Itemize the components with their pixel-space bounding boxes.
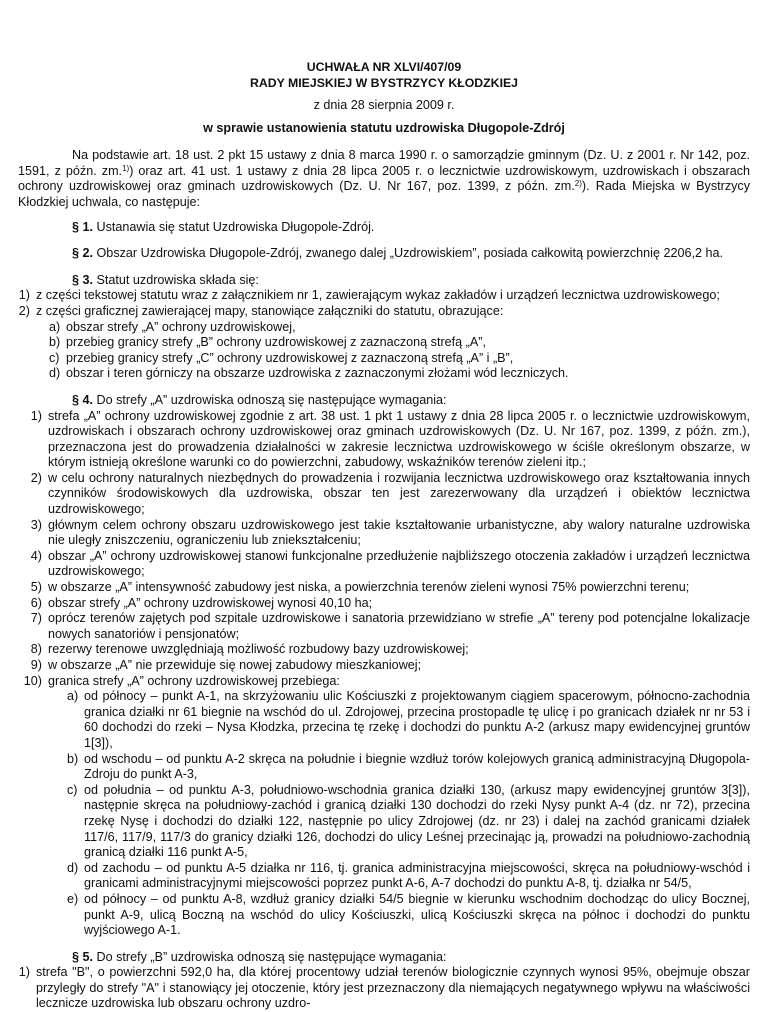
subitem-letter: c): [49, 350, 60, 365]
section-4-lead: [18, 393, 750, 409]
document-date: z dnia 28 sierpnia 2009 r.: [313, 98, 455, 112]
subitem-letter: e): [67, 891, 79, 906]
section-2-text: Obszar Uzdrowiska Długopole-Zdrój, zwanego dalej „Uzdrowiskiem”, posiada całkowitą powierzchnię 2206,2 ha.: [96, 246, 723, 261]
item-text: głównym celem ochrony obszaru uzdrowiskowego jest takie kształtowanie urbanistyczne, aby walory naturalne uzdrowiska nie uległy zniszczeniu, ograniczeniu lub zniekształceniu;: [48, 517, 750, 548]
section-3-subitem: [18, 366, 750, 382]
item-text: obszar „A” ochrony uzdrowiskowej stanowi funkcjonalne przedłużenie najbliższego otoczenia zakładów i urządzeń lecznictwa uzdrowiskowego;: [48, 548, 750, 579]
item-text: granica strefy „A” ochrony uzdrowiskowej przebiega:: [48, 673, 340, 688]
section-4-item: [18, 580, 750, 596]
section-5-lead: [18, 950, 750, 966]
preamble-part-1: Na podstawie art. 18 ust. 2 pkt 15 ustawy z dnia 8 marca 1990 r. o samorządzie gminnym (Dz. U. z 2001 r. Nr 142, poz. 1591, z późn. zm.: [18, 148, 750, 178]
item-text: rezerwy terenowe uwzględniają możliwość rozbudowy bazy uzdrowiskowej;: [48, 642, 469, 657]
preamble: [18, 148, 750, 210]
item-text: oprócz terenów zajętych pod szpitale uzdrowiskowe i sanatoria przewidziano w strefie „A” tereny pod potencjalne lokalizacje nowych sanatoriów i pensjonatów;: [48, 611, 750, 641]
item-number: 10): [23, 673, 42, 688]
section-5-text: Do strefy „B” uzdrowiska odnoszą się następujące wymagania:: [96, 949, 447, 964]
section-4-text: Do strefy „A” uzdrowiska odnoszą się następujące wymagania:: [96, 392, 447, 407]
document-title: [18, 60, 750, 91]
footnote-ref-1: 1): [122, 163, 130, 173]
section-4-item: [18, 658, 750, 674]
item-text: obszar strefy „A” ochrony uzdrowiskowej wynosi 40,10 ha;: [48, 595, 373, 610]
subitem-letter: a): [49, 319, 61, 334]
item-number: 3): [30, 517, 42, 532]
footnote-ref-2: 2): [574, 179, 582, 189]
section-3-label: § 3.: [72, 272, 94, 287]
item-number: 8): [30, 642, 42, 657]
preamble-part-3: ). Rada Miejska w Bystrzycy Kłodzkiej uchwala, co następuje:: [18, 179, 751, 209]
item-number: 2): [30, 470, 42, 485]
subitem-letter: a): [67, 689, 79, 704]
section-4-item: [18, 642, 750, 658]
subitem-letter: c): [67, 782, 78, 797]
section-3-subitem: [18, 320, 750, 336]
section-4-item: [18, 409, 750, 471]
section-3-text: Statut uzdrowiska składa się:: [96, 272, 259, 287]
item-text: z części graficznej zawierającej mapy, stanowiące załączniki do statutu, obrazujące:: [36, 303, 504, 318]
subitem-text: obszar i teren górniczy na obszarze uzdrowiska z zaznaczonymi złożami wód leczniczych.: [66, 366, 569, 381]
item-text: strefa "B", o powierzchni 592,0 ha, dla której procentowy udział terenów biologicznie czynnych wynosi 95%, obejmuje obszar przyległy do strefy "A" i stanowiący jej otoczenie, który jest przeznaczony dla niemających negatywnego wpływu na właściwości lecznicze uzdrowiska lub obszaru ochrony uzdro-: [36, 965, 750, 1011]
item-text: z części tekstowej statutu wraz z załącznikiem nr 1, zawierającym wykaz zakładów i urządzeń lecznictwa uzdrowiskowego;: [36, 288, 720, 303]
item-number: 5): [30, 580, 42, 595]
subitem-text: od północy – od punktu A-8, wzdłuż granicy działki 54/5 biegnie w kierunku wschodnim dochodząc do ulicy Bocznej, punkt A-9, ulicą Boczną na wschód do ulicy Kościuszki, ulicą Kościuszki skręca na północ i dochodzi do punktu wyjściowego A-1.: [84, 891, 750, 938]
section-3: [18, 273, 750, 382]
subitem-text: od południa – od punktu A-3, południowo-wschodnia granica działki 130, (arkusz mapy ewidencyjnej gruntów 3[3]), następnie skręca na południowy-zachód i granicą działki 130 dochodzi do rzeki Nysy punkt A-4 (dz. nr 72), przecina rzekę Nysę i dochodzi do działki 122, następnie po ulicy Zdrojowej (dz. nr 23) i dalej na zachód granicami działek 117/6, 117/9, 117/3 do granicy działki 126, dochodzi do ulicy Leśnej przecinając ją, prowadzi na południowo-zachodnią granicą działki 116 punkt A-5,: [84, 782, 750, 860]
subitem-text: od wschodu – od punktu A-2 skręca na południe i biegnie wzdłuż torów kolejowych granicą administracyjną Długopola-Zdroju do punkt A-3,: [84, 751, 750, 782]
subitem-letter: b): [67, 751, 79, 766]
section-3-subitem: [18, 335, 750, 351]
item-number: 9): [30, 658, 42, 672]
section-4-subitem: [18, 783, 750, 861]
item-number: 1): [18, 288, 30, 303]
section-3-lead: [18, 273, 750, 289]
section-4-subitem: [18, 861, 750, 892]
subitem-letter: b): [49, 335, 61, 350]
subitem-text: przebieg granicy strefy „B” ochrony uzdrowiskowej z zaznaczoną strefą „A”,: [66, 335, 486, 350]
item-number: 6): [30, 595, 42, 610]
title-line-2: RADY MIEJSKIEJ W BYSTRZYCY KŁODZKIEJ: [249, 75, 519, 90]
item-text: w obszarze „A” nie przewiduje się nowej zabudowy mieszkaniowej;: [48, 658, 422, 672]
title-line-1: UCHWAŁA NR XLVI/407/09: [306, 60, 462, 74]
section-3-item: [18, 304, 750, 320]
subitem-text: od północy – punkt A-1, na skrzyżowaniu ulic Kościuszki z projektowanym ciągiem spacerowym, północno-zachodnia granica działki nr 61 biegnie na wschód do ul. Zdrojowej, przecina prostopadle tę ulicę i po granicach działek nr nr 53 i 60 dochodzi do rzeki – Nysa Kłodzka, przecina tę rzekę i dochodzi do punktu A-2 (arkusz mapy ewidencyjnej gruntów 1[3]),: [84, 689, 750, 750]
subitem-letter: d): [67, 860, 79, 875]
section-1: [18, 220, 750, 236]
section-4-subitem: [18, 689, 750, 751]
section-1-label: § 1.: [72, 219, 94, 234]
subitem-text: obszar strefy „A” ochrony uzdrowiskowej,: [66, 319, 296, 334]
section-4-item: [18, 596, 750, 612]
subitem-text: od zachodu – od punktu A-5 działka nr 116, tj. granica administracyjna miejscowości, skręca na południowy-wschód i granicami administracyjnymi miejscowości poprzez punkt A-6, A-7 dochodzi do punktu A-8, tj. działka nr 54/5,: [84, 860, 750, 891]
item-text: strefa „A” ochrony uzdrowiskowej zgodnie z art. 38 ust. 1 pkt 1 ustawy z dnia 28 lipca 2005 r. o lecznictwie uzdrowiskowym, uzdrowiskach i obszarach ochrony uzdrowiskowej oraz gminach uzdrowiskowych (Dz. U. Nr 167, poz. 1399, z późn. zm.), przeznaczona jest do prowadzenia działalności w zakresie lecznictwa uzdrowiskowego w ściśle określonym obszarze, w którym istnieją określone warunki co do powierzchni, zabudowy, wskaźników terenów zieleni itp.;: [48, 408, 750, 470]
section-4-item: [18, 471, 750, 518]
section-5-item: [18, 965, 750, 1012]
section-4-item: [18, 549, 750, 580]
section-4-item: [18, 611, 750, 642]
subitem-text: przebieg granicy strefy „C” ochrony uzdrowiskowej z zaznaczoną strefą „A” i „B”,: [66, 350, 514, 365]
document-subject: w sprawie ustanowienia statutu uzdrowiska Długopole-Zdrój: [203, 120, 565, 135]
section-2: [18, 246, 750, 262]
section-1-text: Ustanawia się statut Uzdrowiska Długopole-Zdrój.: [96, 219, 375, 234]
item-number: 7): [30, 611, 42, 626]
section-2-label: § 2.: [72, 246, 94, 261]
section-3-subitem: [18, 351, 750, 367]
item-number: 2): [18, 303, 30, 318]
section-4-item: [18, 518, 750, 549]
section-3-item: [18, 288, 750, 304]
item-number: 1): [18, 965, 30, 980]
item-number: 1): [30, 408, 42, 423]
section-5-label: § 5.: [72, 949, 94, 964]
section-4-label: § 4.: [72, 392, 94, 407]
section-4: [18, 393, 750, 939]
item-text: w celu ochrony naturalnych niezbędnych do prowadzenia i rozwijania lecznictwa uzdrowiskowego oraz kształtowania innych czynników środowiskowych dla uzdrowiska, obszar ten jest zarezerwowany dla urządzeń i obiektów lecznictwa uzdrowiskowego;: [48, 470, 750, 517]
subitem-letter: d): [49, 366, 61, 381]
section-4-item: [18, 674, 750, 690]
item-number: 4): [30, 548, 42, 563]
item-text: w obszarze „A” intensywność zabudowy jest niska, a powierzchnia terenów zieleni wynosi 75% powierzchni terenu;: [48, 580, 690, 595]
section-4-subitem: [18, 892, 750, 939]
section-5: [18, 950, 750, 1012]
section-4-subitem: [18, 752, 750, 783]
preamble-part-2: ) oraz art. 41 ust. 1 ustawy z dnia 28 lipca 2005 r. o lecznictwie uzdrowiskowym, uzdrowiskach i obszarach ochrony uzdrowiskowej oraz gminach uzdrowiskowych (Dz. U. Nr 167, poz. 1399, z późn. zm.: [18, 163, 750, 194]
